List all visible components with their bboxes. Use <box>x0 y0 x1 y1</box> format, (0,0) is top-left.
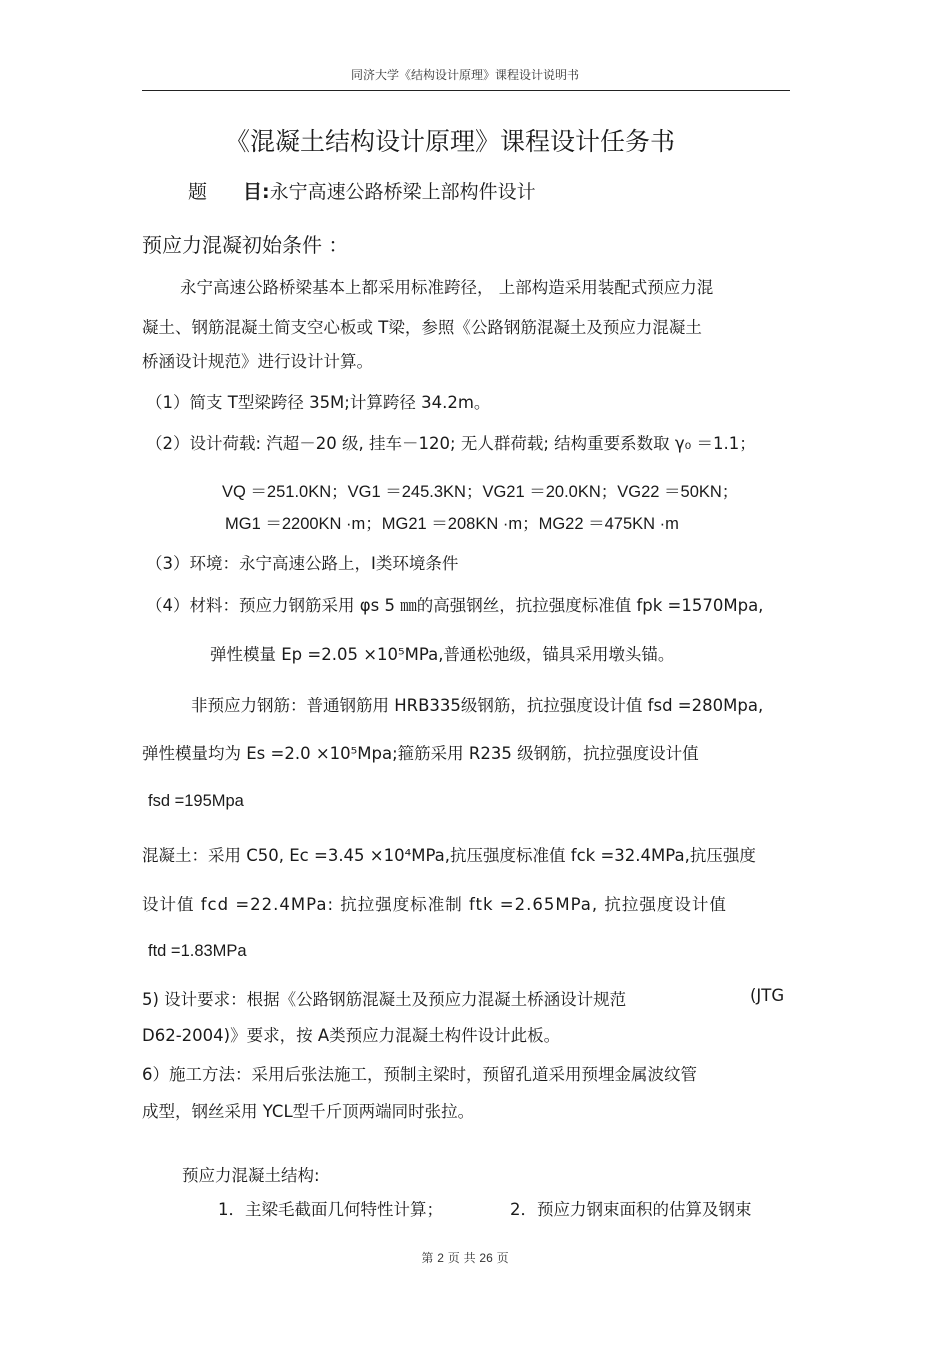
item-5-line-2: D62-2004)》要求，按 A类预应力混凝土构件设计此板。 <box>142 1026 561 1045</box>
loads-moment: MG1 ＝2200KN ·m；MG21 ＝208KN ·m；MG22 ＝475KN ·m <box>225 515 679 533</box>
topic-label-1: 题 <box>188 181 208 203</box>
concrete-line-2: 设计值 fcd =22.4MPa: 抗拉强度标准制 ftk =2.65MPa, 抗拉强度设计值 <box>142 895 727 914</box>
item-5-line-1: 5) 设计要求：根据《公路钢筋混凝土及预应力混凝土桥涵设计规范 <box>142 990 627 1009</box>
item-4-modulus: 弹性模量 Ep =2.05 ×10⁵MPa,普通松弛级，锚具采用墩头锚。 <box>210 645 675 664</box>
structure-heading: 预应力混凝土结构: <box>182 1166 320 1185</box>
footer-prefix: 第 <box>421 1251 434 1265</box>
section-heading: 预应力混凝初始条件 ： <box>142 233 349 257</box>
footer-page-number: 2 <box>437 1251 444 1265</box>
nonprestressed-line-3: fsd =195Mpa <box>148 792 244 810</box>
page-footer <box>0 1249 930 1266</box>
running-header: 同济大学《结构设计原理》课程设计说明书 <box>350 68 579 82</box>
item-5-line-1-right: (JTG <box>750 986 785 1005</box>
topic-value: 永宁高速公路桥梁上部构件设计 <box>269 181 536 203</box>
loads-shear: VQ ＝251.0KN；VG1 ＝245.3KN；VG21 ＝20.0KN；VG22 ＝50KN； <box>222 483 739 501</box>
structure-item-1: 1．主梁毛截面几何特性计算； <box>218 1200 443 1219</box>
footer-mid: 页 共 <box>447 1251 476 1265</box>
footer-total-pages: 26 <box>479 1251 493 1265</box>
item-1: （1）简支 T型梁跨径 35M;计算跨径 34.2m。 <box>146 393 491 412</box>
item-3: （3）环境：永宁高速公路上，Ⅰ类环境条件 <box>146 554 459 573</box>
intro-line-2: 凝土、钢筋混凝土简支空心板或 T梁，参照《公路钢筋混凝土及预应力混凝土 <box>142 318 702 337</box>
page-title: 《混凝土结构设计原理》课程设计任务书 <box>224 127 675 156</box>
footer-suffix: 页 <box>496 1251 509 1265</box>
item-6-line-2: 成型，钢丝采用 YCL型千斤顶两端同时张拉。 <box>142 1102 475 1121</box>
nonprestressed-line-1: 非预应力钢筋：普通钢筋用 HRB335级钢筋，抗拉强度设计值 fsd =280Mpa, <box>191 696 764 715</box>
item-2: （2）设计荷载: 汽超－20 级, 挂车－120; 无人群荷载; 结构重要系数取 γ₀ ＝1.1； <box>146 434 756 453</box>
structure-item-2: 2．预应力钢束面积的估算及钢束 <box>510 1200 752 1219</box>
item-4-materials: （4）材料：预应力钢筋采用 φs 5 ㎜的高强钢丝，抗拉强度标准值 fpk =1570Mpa, <box>146 596 764 615</box>
nonprestressed-line-2: 弹性模量均为 Es =2.0 ×10⁵Mpa;箍筋采用 R235 级钢筋，抗拉强度设计值 <box>142 744 699 763</box>
concrete-line-1: 混凝土：采用 C50, Ec =3.45 ×10⁴MPa,抗压强度标准值 fck =32.4MPa,抗压强度 <box>142 846 756 865</box>
concrete-line-3: ftd =1.83MPa <box>148 942 247 960</box>
item-6-line-1: 6）施工方法：采用后张法施工，预制主梁时，预留孔道采用预埋金属波纹管 <box>142 1065 697 1084</box>
intro-line-1: 永宁高速公路桥梁基本上都采用标准跨径， 上部构造采用装配式预应力混 <box>180 278 714 297</box>
topic-line <box>188 177 536 204</box>
header-rule <box>142 90 790 91</box>
topic-label-2: 目: <box>243 181 270 203</box>
intro-line-3: 桥涵设计规范》进行设计计算。 <box>142 352 373 371</box>
